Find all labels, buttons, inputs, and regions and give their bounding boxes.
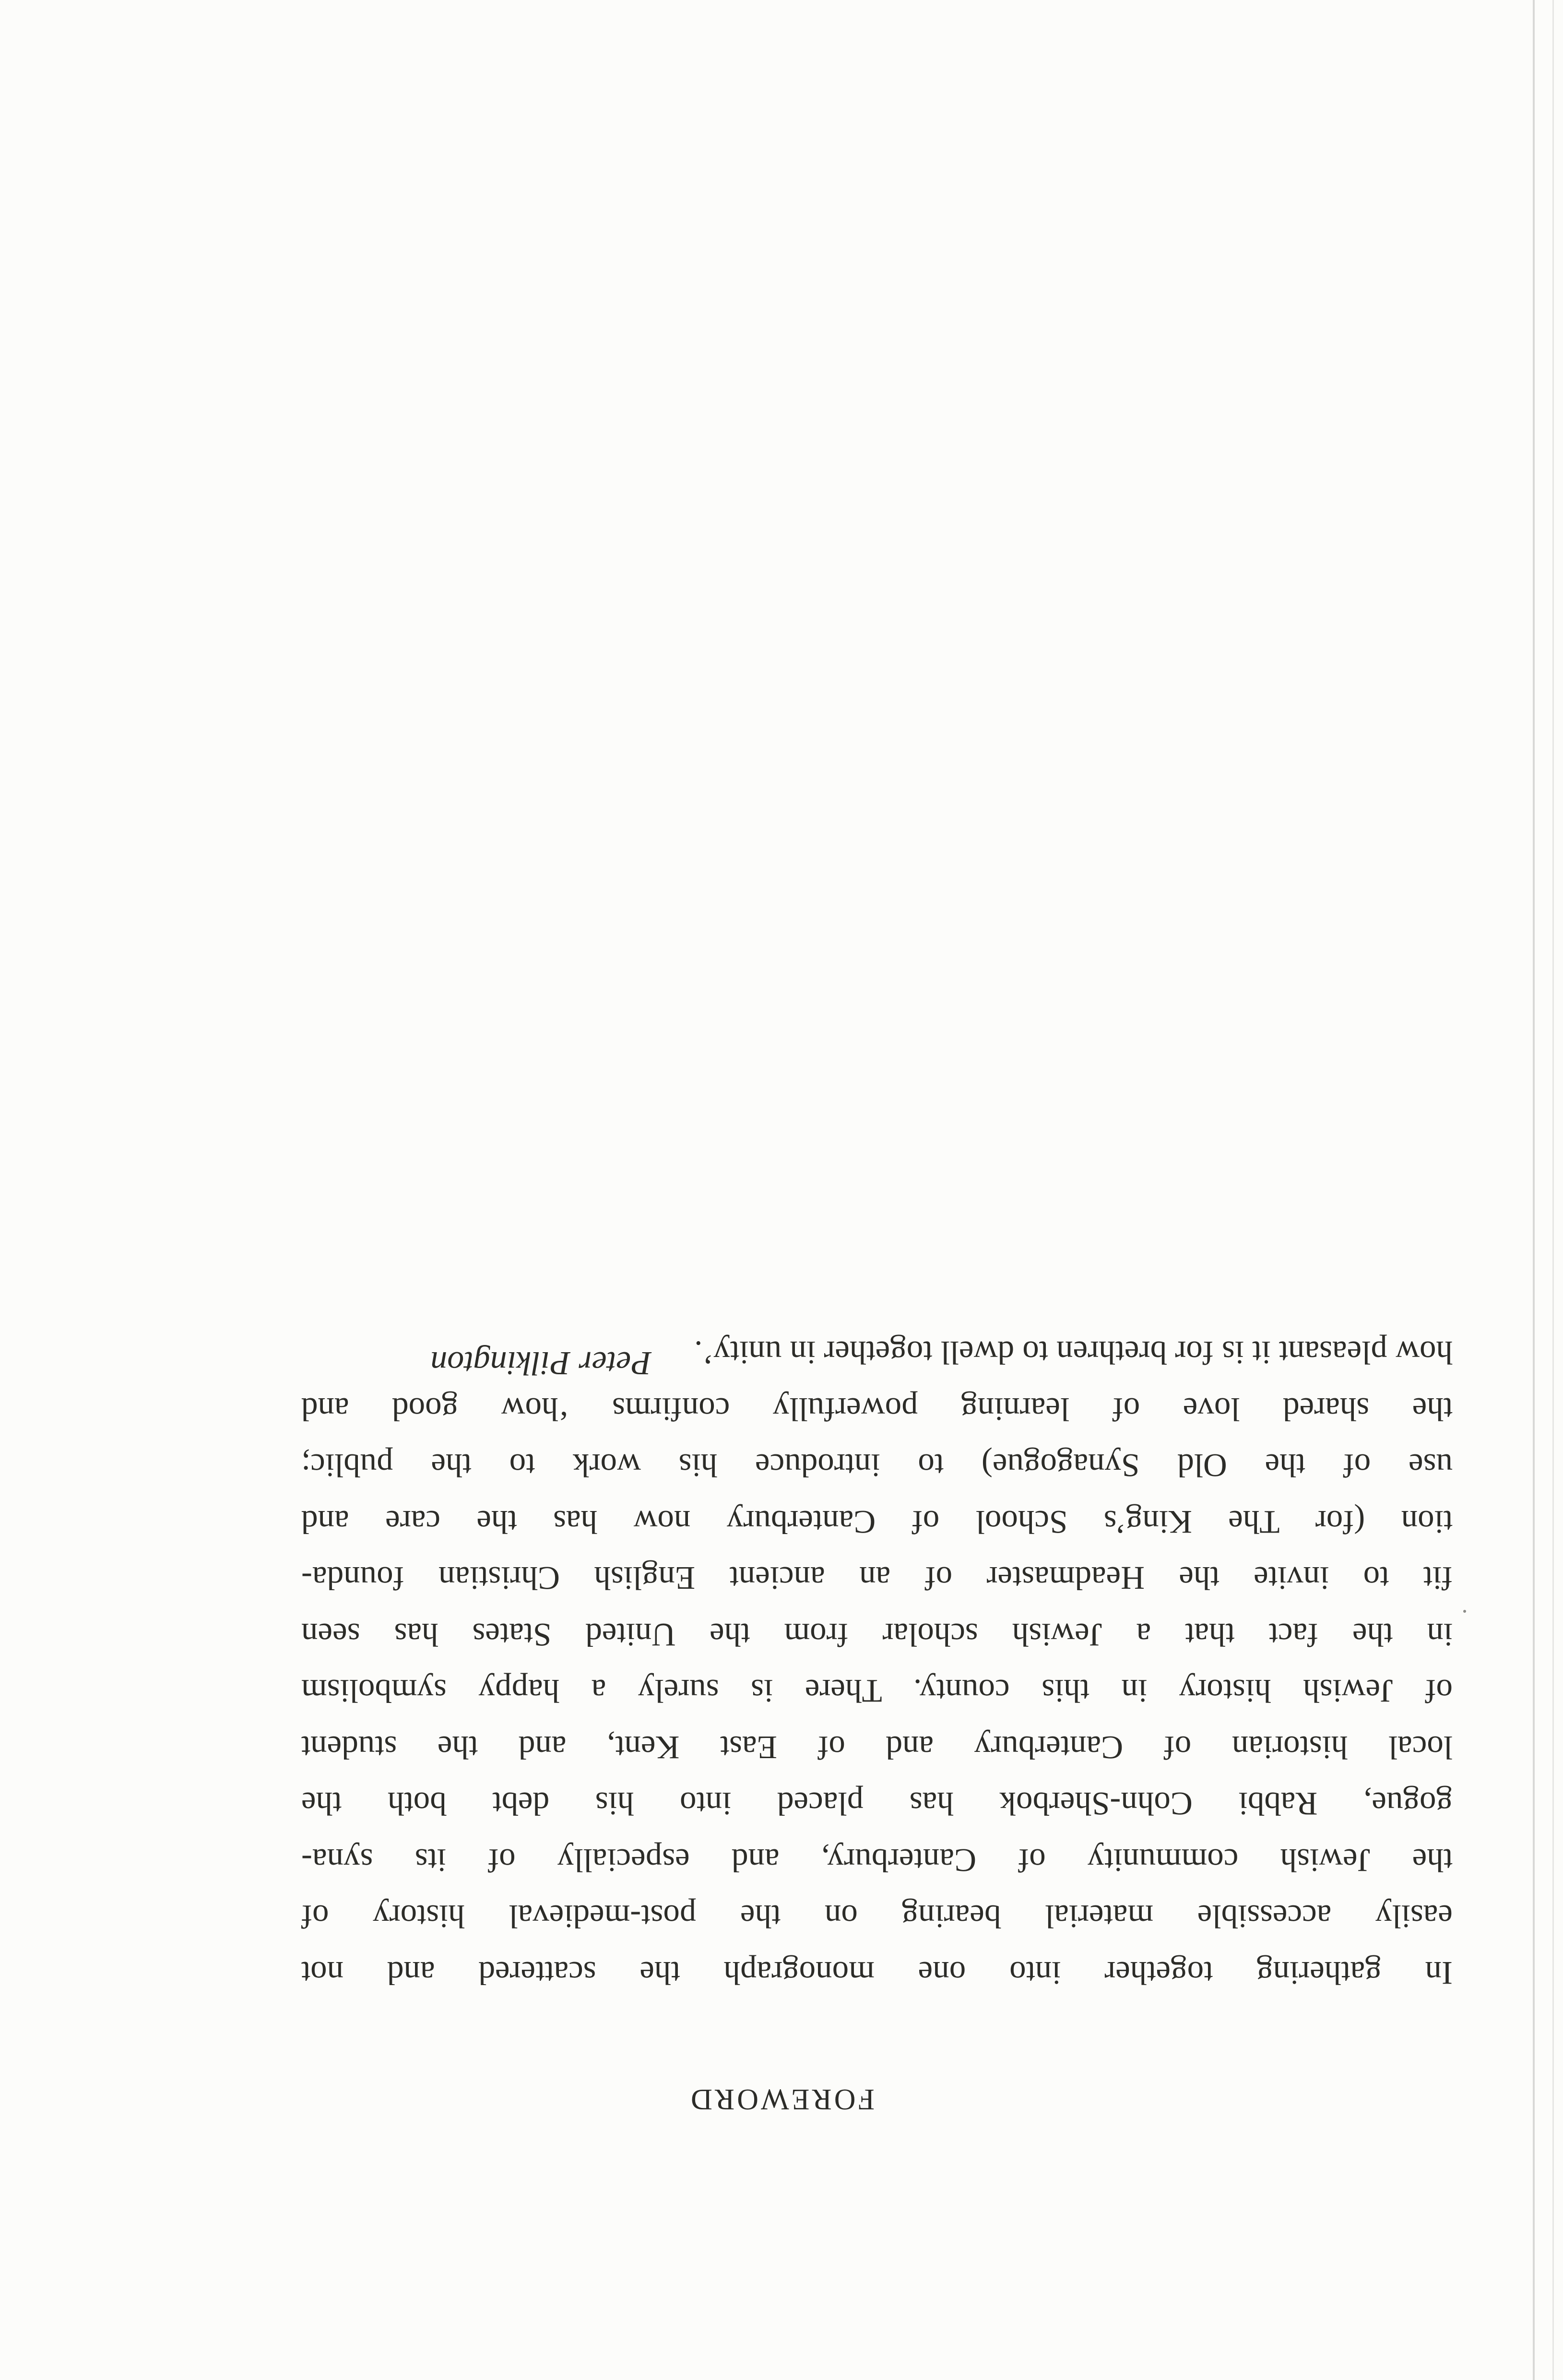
body-line: fit to invite the Headmaster of an ancient English Christian founda- [301,1560,1453,1597]
body-line: how pleasant it is for brethren to dwell together in unity’. [694,1334,1453,1371]
body-line: gogue, Rabbi Cohn-Sherbok has placed into his debt both the [301,1785,1453,1822]
foreword-body [301,1324,1453,2001]
body-line: local historian of Canterbury and of East Kent, and the student [301,1729,1453,1766]
body-line: In gathering together into one monograph the scattered and not [301,1955,1453,1991]
body-line: tion (for The King’s School of Canterbury now has the care and [301,1504,1453,1540]
author-signature: Peter Pilkington [430,1345,651,1381]
body-line: the Jewish community of Canterbury, and especially of its syna- [301,1842,1453,1879]
page-title: FOREWORD [688,2083,875,2116]
body-line: the shared love of learning powerfully confirms ‘how good and [301,1391,1453,1428]
body-line: use of the Old Synagogue) to introduce his work to the public; [301,1447,1453,1484]
body-line: of Jewish history in this county. There is surely a happy symbolism [301,1673,1453,1710]
body-line: easily accessible material bearing on the post-medieval history of [301,1898,1453,1935]
scan-speck [1463,1610,1466,1613]
body-line: in the fact that a Jewish scholar from the United States has seen [301,1617,1453,1653]
